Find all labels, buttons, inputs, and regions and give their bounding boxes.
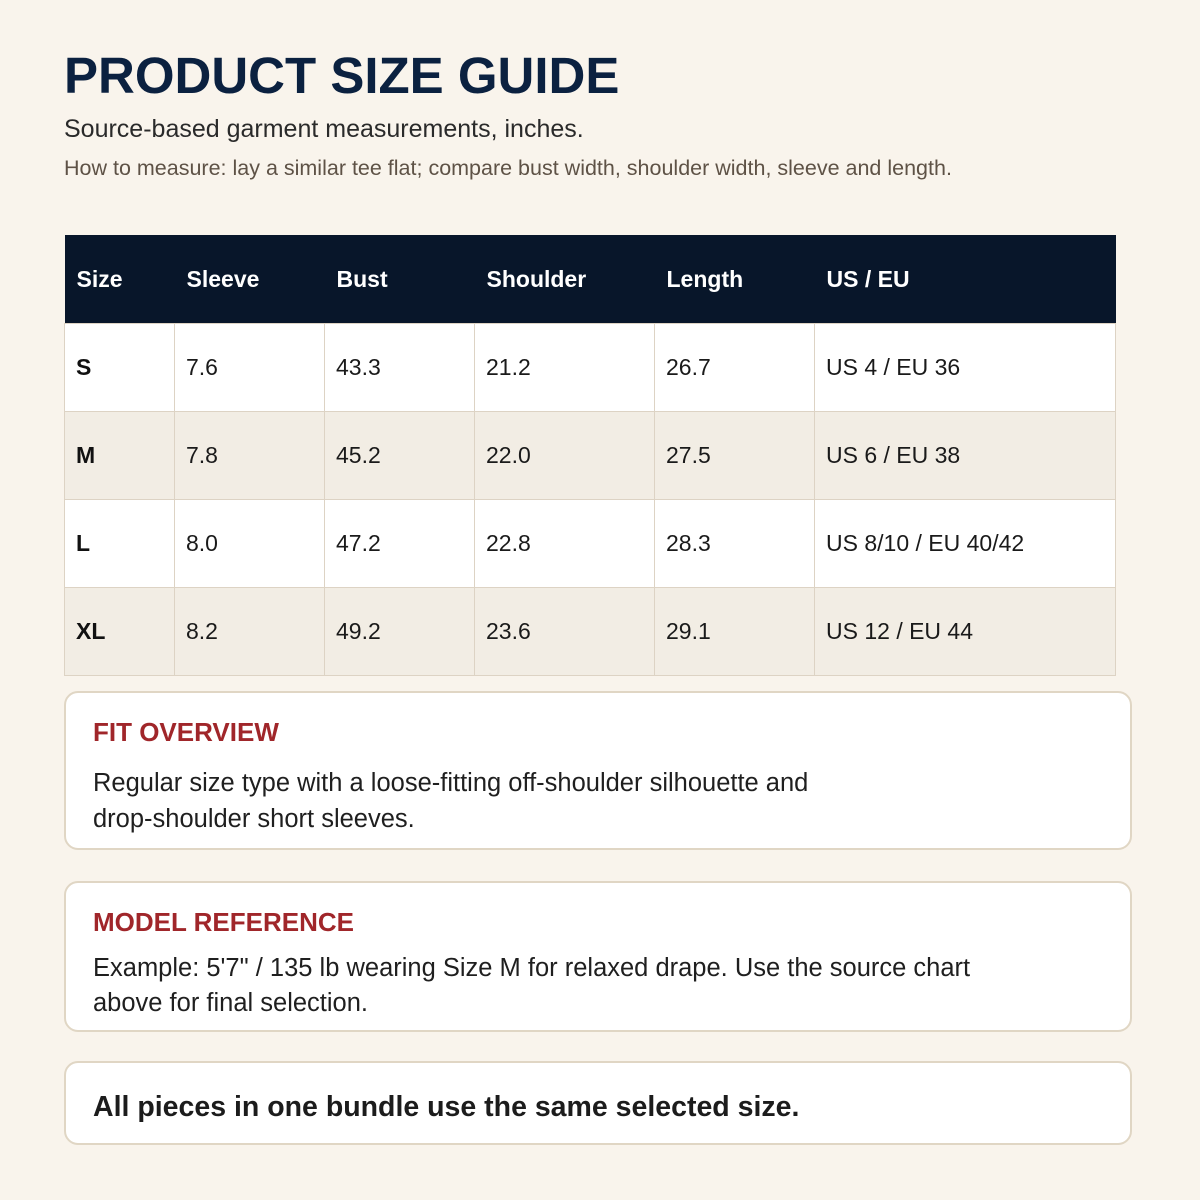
us-eu-cell: US 12 / EU 44 <box>815 588 1116 676</box>
bust-cell: 45.2 <box>325 412 475 500</box>
page-subtitle: Source-based garment measurements, inches. <box>64 115 584 143</box>
size-cell: M <box>65 412 175 500</box>
column-header-length: Length <box>655 235 815 324</box>
length-cell: 26.7 <box>655 324 815 412</box>
size-cell: XL <box>65 588 175 676</box>
sleeve-cell: 7.8 <box>175 412 325 500</box>
us-eu-cell: US 8/10 / EU 40/42 <box>815 500 1116 588</box>
size-cell: S <box>65 324 175 412</box>
size-cell: L <box>65 500 175 588</box>
model-reference-card <box>64 881 1132 1032</box>
page-title: PRODUCT SIZE GUIDE <box>64 47 620 104</box>
bundle-note-text: All pieces in one bundle use the same selected size. <box>93 1091 800 1123</box>
us-eu-cell: US 4 / EU 36 <box>815 324 1116 412</box>
sleeve-cell: 8.2 <box>175 588 325 676</box>
size-table <box>64 235 1116 676</box>
sleeve-cell: 8.0 <box>175 500 325 588</box>
length-cell: 28.3 <box>655 500 815 588</box>
column-header-size: Size <box>65 235 175 324</box>
model-reference-text-line-1: Example: 5'7" / 135 lb wearing Size M for relaxed drape. Use the source chart <box>93 954 971 982</box>
column-header-sleeve: Sleeve <box>175 235 325 324</box>
fit-overview-text-line-2: drop-shoulder short sleeves. <box>93 805 415 833</box>
bust-cell: 49.2 <box>325 588 475 676</box>
us-eu-cell: US 6 / EU 38 <box>815 412 1116 500</box>
shoulder-cell: 22.0 <box>475 412 655 500</box>
column-header-us-eu: US / EU <box>815 235 1116 324</box>
fit-overview-card <box>64 691 1132 850</box>
fit-overview-text-line-1: Regular size type with a loose-fitting off-shoulder silhouette and <box>93 769 809 797</box>
bust-cell: 43.3 <box>325 324 475 412</box>
model-reference-text-line-2: above for final selection. <box>93 989 368 1017</box>
table-row <box>65 412 1116 500</box>
table-row <box>65 500 1116 588</box>
sleeve-cell: 7.6 <box>175 324 325 412</box>
table-row <box>65 324 1116 412</box>
length-cell: 27.5 <box>655 412 815 500</box>
shoulder-cell: 21.2 <box>475 324 655 412</box>
model-reference-heading: MODEL REFERENCE <box>93 907 354 937</box>
fit-overview-heading: FIT OVERVIEW <box>93 717 279 747</box>
shoulder-cell: 23.6 <box>475 588 655 676</box>
bundle-note-card <box>64 1061 1132 1145</box>
table-header-row <box>65 235 1116 324</box>
shoulder-cell: 22.8 <box>475 500 655 588</box>
how-to-measure-note: How to measure: lay a similar tee flat; compare bust width, shoulder width, sleeve and length. <box>64 156 952 180</box>
bust-cell: 47.2 <box>325 500 475 588</box>
length-cell: 29.1 <box>655 588 815 676</box>
column-header-bust: Bust <box>325 235 475 324</box>
column-header-shoulder: Shoulder <box>475 235 655 324</box>
table-row <box>65 588 1116 676</box>
